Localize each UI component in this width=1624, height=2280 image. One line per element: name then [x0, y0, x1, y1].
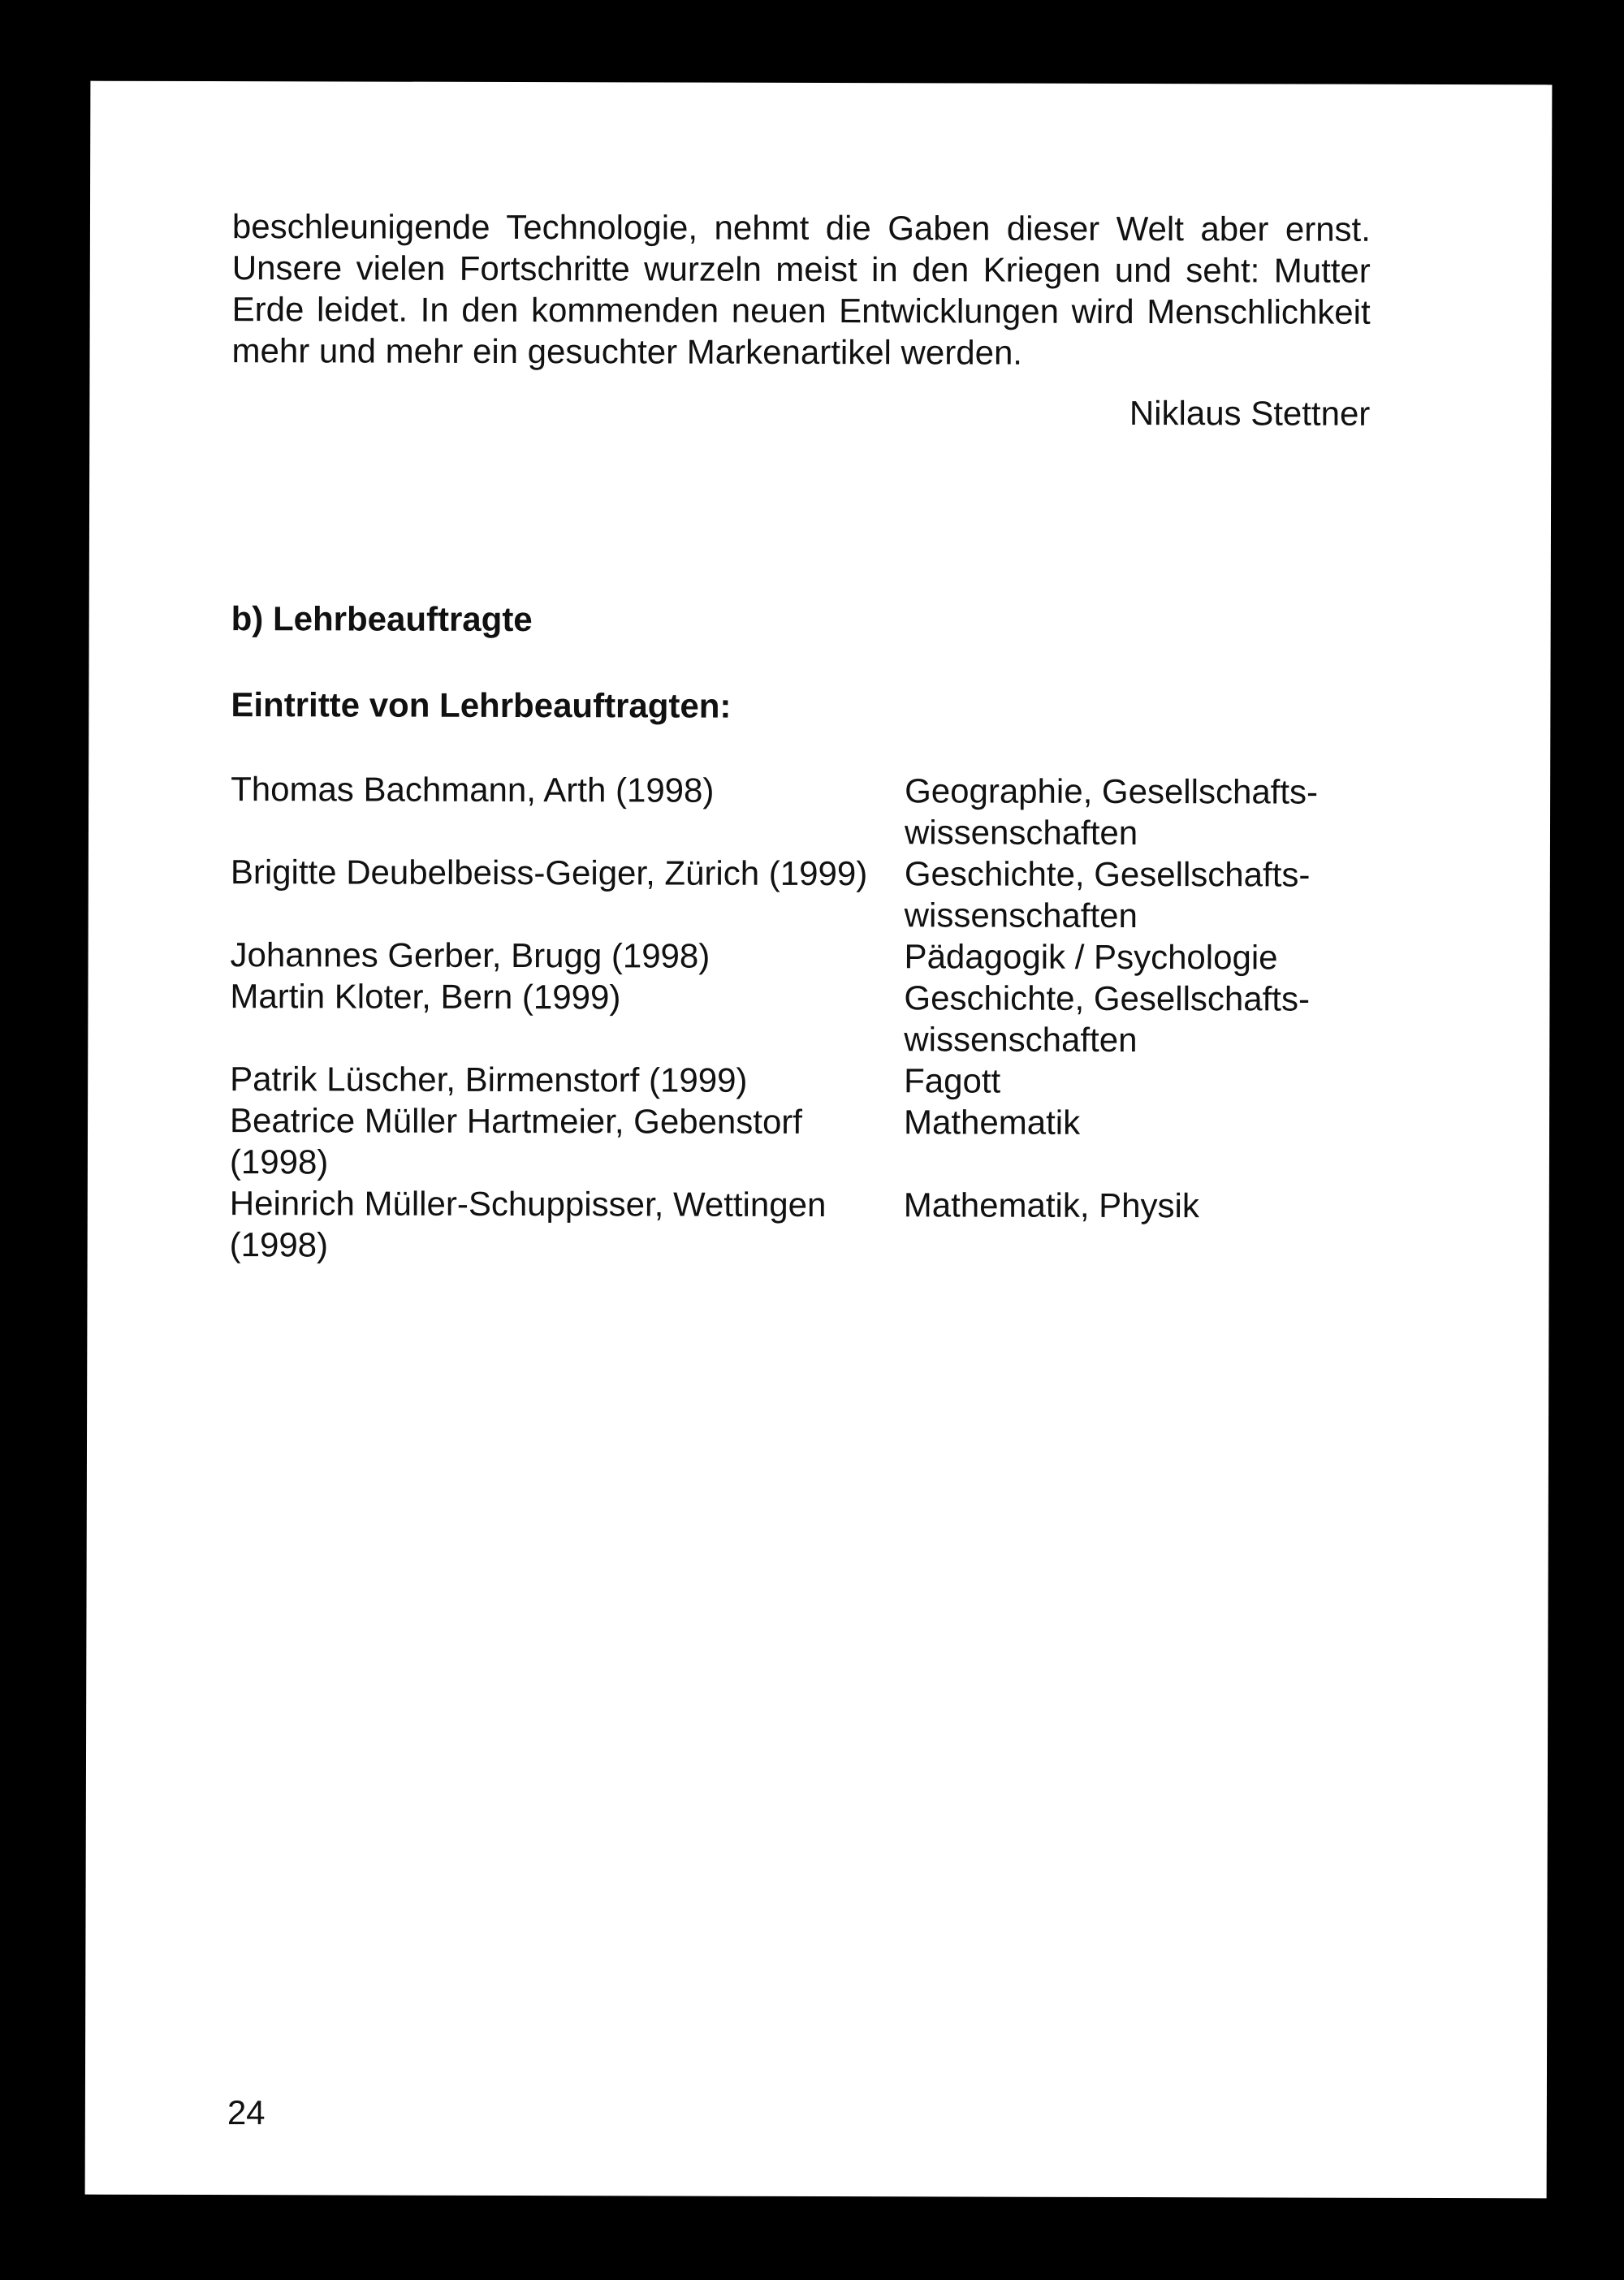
entry-row [231, 851, 1369, 937]
entry-subject: Mathematik [903, 1103, 1081, 1142]
entry-row [230, 1182, 1368, 1268]
entry-subject: Geographie, Gesellschafts-wissenschaften [904, 771, 1319, 853]
entry-subject: Pädagogik / Psychologie [904, 937, 1278, 977]
entry-person: Heinrich Müller-Schuppisser, Wettingen (1998) [229, 1184, 827, 1264]
entry-row [230, 975, 1368, 1061]
entry-subject: Geschichte, Gesellschafts-wissenschaften [904, 854, 1311, 935]
entries-heading: Eintritte von Lehrbeauftragten: [231, 685, 732, 725]
entry-subject: Geschichte, Gesellschafts-wissenschaften [904, 978, 1311, 1060]
entry-row [230, 1099, 1368, 1185]
page-number: 24 [227, 2093, 266, 2132]
entry-person: Thomas Bachmann, Arth (1998) [231, 770, 715, 810]
entry-person: Martin Kloter, Bern (1999) [230, 977, 621, 1017]
entries-list [229, 768, 1369, 1264]
entry-person: Johannes Gerber, Brugg (1998) [230, 935, 710, 975]
entry-subject: Fagott [904, 1061, 1001, 1100]
intro-paragraph: beschleunigende Technologie, nehmt die Gaben dieser Welt aber ernst. Unsere vielen Fortschritte wurzeln meist in den Kriegen und seht: Mutter Erde leidet. In den kommenden neuen Entwicklungen wird Menschlichkeit mehr und mehr ein gesuchter Markenartikel werden. [231, 207, 1371, 372]
section-heading: b) Lehrbeauftragte [231, 599, 533, 639]
author-signature: Niklaus Stettner [1129, 393, 1371, 433]
entry-row [230, 1058, 1368, 1103]
entry-subject: Mathematik, Physik [903, 1185, 1199, 1225]
entry-person: Beatrice Müller Hartmeier, Gebenstorf (1998) [229, 1101, 803, 1181]
entry-row [231, 768, 1369, 854]
entry-person: Patrik Lüscher, Birmenstorf (1999) [230, 1060, 748, 1099]
document-page [85, 81, 1553, 2199]
entry-row [231, 934, 1369, 978]
entry-person: Brigitte Deubelbeiss-Geiger, Zürich (1999) [230, 853, 868, 893]
